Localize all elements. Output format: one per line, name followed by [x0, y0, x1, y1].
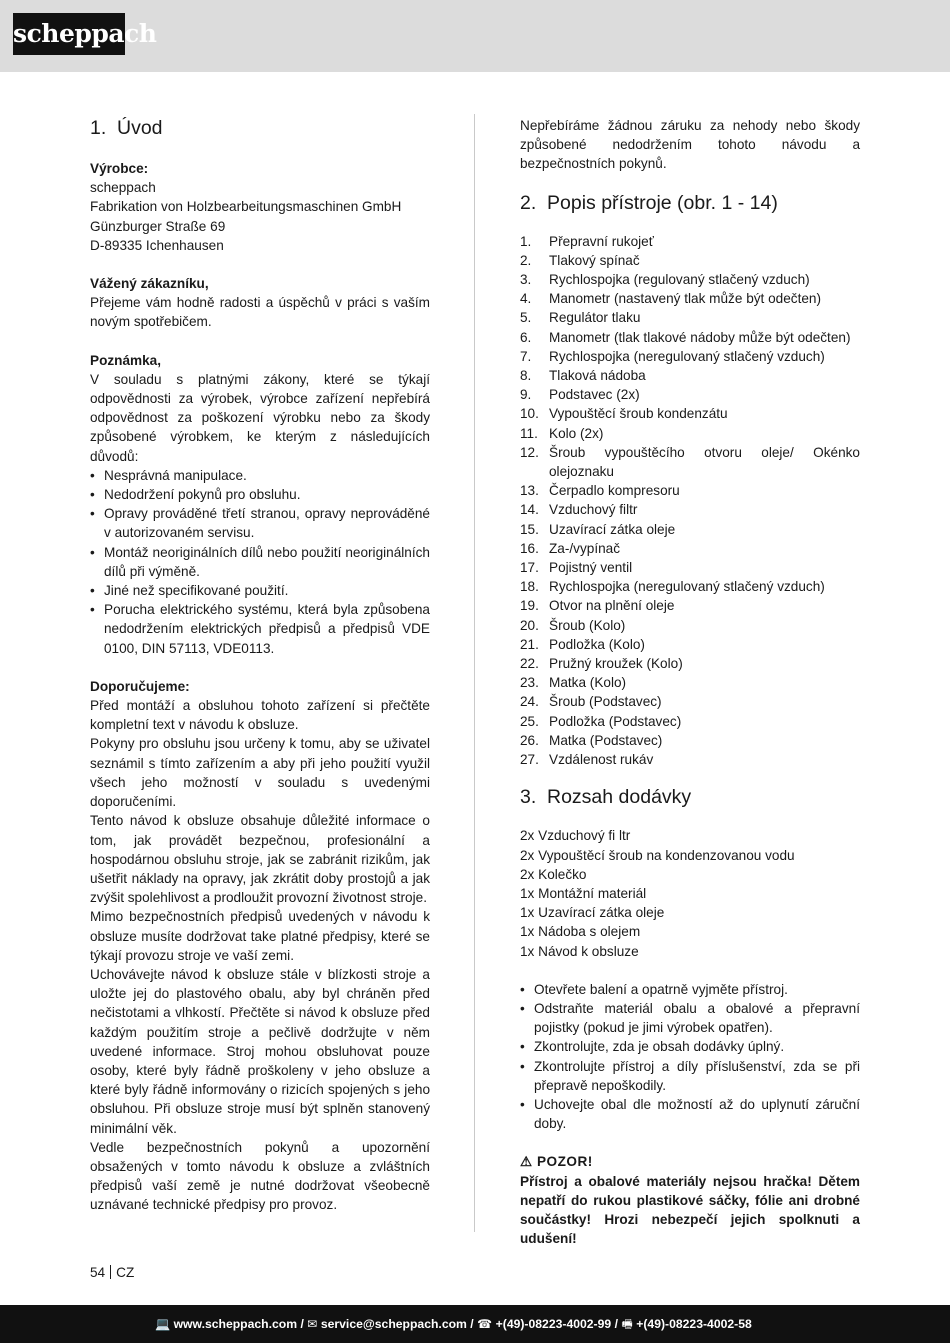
mail-icon: ✉	[307, 1317, 318, 1331]
item-label: Pružný kroužek (Kolo)	[549, 656, 683, 672]
right-column	[520, 116, 860, 1248]
item-label: Podložka (Kolo)	[549, 636, 645, 652]
list-item: • Otevřete balení a opatrně vyjměte přístroj.	[520, 980, 860, 999]
contents-item: 1x Montážní materiál	[520, 885, 647, 901]
list-item: • Opravy prováděné třetí stranou, opravy neprováděné v autorizovaném servisu.	[90, 504, 430, 542]
item-number: 22.	[520, 656, 539, 672]
item-label: Čerpadlo kompresoru	[549, 483, 680, 499]
section-2-heading: 2. Popis přístroje (obr. 1 - 14)	[520, 191, 778, 214]
item-label: Rychlospojka (neregulovaný stlačený vzduch)	[549, 579, 825, 595]
item-label: Šroub (Podstavec)	[549, 694, 662, 710]
paragraph: Tento návod k obsluze obsahuje důležité informace o tom, jak provádět bezpečnou, profesionální a hospodárnou obsluhu stroje, jak se zabránit rizikům, jak ušetřit náklady na opravy, jak zkrátit doby prostojů a jak zvýšit spolehlivost a prodloužit provozní životnost stroje.	[90, 813, 430, 906]
manufacturer-line: D-89335 Ichenhausen	[90, 237, 224, 253]
manufacturer-line: Günzburger Straße 69	[90, 218, 226, 234]
item-number: 27.	[520, 752, 539, 768]
parts-list-item	[520, 424, 860, 443]
list-item: • Jiné než specifikované použití.	[90, 581, 430, 600]
note-label: Poznámka,	[90, 352, 162, 368]
parts-list-item	[520, 289, 860, 308]
parts-list-item	[520, 520, 860, 539]
parts-list-item	[520, 500, 860, 519]
item-number: 15.	[520, 521, 539, 537]
paragraph: Mimo bezpečnostních předpisů uvedených v návodu k obsluze musíte dodržovat take platné předpisy, které se týkají provozu stroje ve vaší zemi.	[90, 909, 430, 963]
phone-number: +(49)-08223-4002-99	[495, 1317, 612, 1331]
item-number: 6.	[520, 329, 532, 345]
item-label: Za-/vypínač	[549, 540, 621, 556]
parts-list	[520, 232, 860, 770]
item-label: Šroub vypouštěcího otvoru oleje/ Okénko olejoznaku	[549, 444, 860, 480]
parts-list-item	[520, 270, 860, 289]
item-label: Regulátor tlaku	[549, 310, 641, 326]
note-text: V souladu s platnými zákony, které se týkají odpovědnosti za výrobek, výrobce zařízení nepřebírá odpovědnost za poškození výrobku nebo za škody způsobené výrobkem, ke kterým z následujících důvodů:	[90, 371, 430, 464]
item-number: 25.	[520, 713, 539, 729]
item-number: 19.	[520, 598, 539, 614]
paragraph: Pokyny pro obsluhu jsou určeny k tomu, aby se uživatel seznámil s tímto zařízením a aby při jeho použití využil všech jeho možností v souladu s uvedenými doporučeními.	[90, 736, 430, 810]
list-item: • Montáž neoriginálních dílů nebo použití neoriginálních dílů při výměně.	[90, 543, 430, 581]
column-divider	[474, 114, 475, 1232]
item-number: 26.	[520, 732, 539, 748]
recommend-label: Doporučujeme:	[90, 678, 190, 694]
parts-list-item	[520, 366, 860, 385]
greeting-label: Vážený zákazníku,	[90, 276, 209, 292]
manufacturer-line: Fabrikation von Holzbearbeitungsmaschinen GmbH	[90, 199, 402, 215]
unpacking-bullet-list	[520, 980, 860, 1134]
parts-list-item	[520, 731, 860, 750]
footer-bar: 💻 www.scheppach.com / ✉ service@scheppach.com / ☎ +(49)-08223-4002-99 / 🖷 +(49)-08223-4002-58	[0, 1305, 950, 1343]
item-label: Vzdálenost rukáv	[549, 752, 654, 768]
parts-list-item	[520, 577, 860, 596]
parts-list-item	[520, 308, 860, 327]
item-label: Tlakový spínač	[549, 252, 640, 268]
list-item: • Nesprávná manipulace.	[90, 466, 430, 485]
item-label: Podložka (Podstavec)	[549, 713, 682, 729]
parts-list-item	[520, 692, 860, 711]
item-number: 2.	[520, 252, 532, 268]
item-label: Uzavírací zátka oleje	[549, 521, 676, 537]
item-label: Vypouštěcí šroub kondenzátu	[549, 406, 728, 422]
item-number: 8.	[520, 368, 532, 384]
item-number: 24.	[520, 694, 539, 710]
item-label: Vzduchový filtr	[549, 502, 638, 518]
item-number: 17.	[520, 560, 539, 576]
item-label: Rychlospojka (regulovaný stlačený vzduch)	[549, 272, 810, 288]
parts-list-item	[520, 385, 860, 404]
item-label: Šroub (Kolo)	[549, 617, 626, 633]
parts-list-item	[520, 328, 860, 347]
warning-text: Přístroj a obalové materiály nejsou hračka! Dětem nepatří do rukou plastikové sáčky, fólie ani drobné součástky! Hrozi nebezpečí jejich spolknuti a udušení!	[520, 1173, 860, 1247]
paragraph: Před montáží a obsluhou tohoto zařízení si přečtěte kompletní text v návodu k obsluze.	[90, 698, 430, 733]
fax-number: +(49)-08223-4002-58	[636, 1317, 752, 1331]
list-item: • Nedodržení pokynů pro obsluhu.	[90, 485, 430, 504]
parts-list-item	[520, 404, 860, 423]
computer-icon: 💻	[155, 1317, 171, 1331]
section-3-heading: 3. Rozsah dodávky	[520, 786, 692, 809]
manufacturer-line: scheppach	[90, 180, 156, 196]
item-number: 10.	[520, 406, 539, 422]
item-label: Podstavec (2x)	[549, 387, 640, 403]
list-item: • Zkontrolujte přístroj a díly příslušenství, zda se při přepravě nepoškodily.	[520, 1057, 860, 1095]
item-number: 13.	[520, 483, 539, 499]
parts-list-item	[520, 673, 860, 692]
section-1-heading: 1. Úvod	[90, 117, 163, 139]
item-number: 7.	[520, 348, 532, 364]
email-link[interactable]: service@scheppach.com	[320, 1317, 467, 1331]
parts-list-item	[520, 596, 860, 615]
item-label: Matka (Kolo)	[549, 675, 627, 691]
item-number: 3.	[520, 272, 532, 288]
item-number: 4.	[520, 291, 532, 307]
warning-triangle-icon: ⚠	[520, 1154, 533, 1170]
warning-heading: ⚠ POZOR!	[520, 1154, 593, 1170]
contents-item: 1x Návod k obsluze	[520, 943, 639, 959]
scheppach-logo: scheppach	[13, 13, 125, 55]
parts-list-item	[520, 750, 860, 769]
phone-icon: ☎	[477, 1317, 493, 1331]
header-bar	[0, 0, 950, 72]
list-item: • Porucha elektrického systému, která byla způsobena nedodržením elektrických předpisů a předpisů VDE 0100, DIN 57113, VDE0113.	[90, 600, 430, 658]
fax-icon: 🖷	[621, 1317, 633, 1331]
contents-item: 1x Nádoba s olejem	[520, 924, 641, 940]
paragraph: Uchovávejte návod k obsluze stále v blízkosti stroje a uložte jej do plastového obalu, aby byl chráněn před nečistotami a vlhkostí. Přečtěte si návod k obsluze před každým použitím stroje a pečlivě dodržujte v něm uvedené informace. Stroj mohou obsluhovat pouze osoby, které byly řádně proškoleny v jeho obsluze a které byly řádně informovány o rizicích spojených s jeho obsluhou. Při obsluze stroje musí být splněn stanovený minimální věk.	[90, 966, 430, 1136]
parts-list-item	[520, 635, 860, 654]
item-label: Matka (Podstavec)	[549, 732, 663, 748]
left-column	[90, 116, 430, 1215]
item-number: 23.	[520, 675, 539, 691]
item-label: Manometr (tlak tlakové nádoby může být odečten)	[549, 329, 851, 345]
page-number: 54 CZ	[90, 1265, 135, 1280]
list-item: • Uchovejte obal dle možností až do uplynutí záruční doby.	[520, 1095, 860, 1133]
item-label: Kolo (2x)	[549, 425, 604, 441]
manufacturer-label: Výrobce:	[90, 161, 149, 176]
list-item: • Zkontrolujte, zda je obsah dodávky úplný.	[520, 1037, 860, 1056]
liability-text: Nepřebíráme žádnou záruku za nehody nebo škody způsobené nedodržením tohoto návodu a bezpečnostních pokynů.	[520, 118, 860, 172]
contents-item: 1x Uzavírací zátka oleje	[520, 905, 665, 921]
item-number: 14.	[520, 502, 539, 518]
item-number: 20.	[520, 617, 539, 633]
paragraph: Vedle bezpečnostních pokynů a upozornění obsažených v tomto návodu k obsluze a zvláštních předpisů vaší země je nutné dodržovat všeobecně uznávané technické předpisy pro provoz.	[90, 1139, 430, 1213]
parts-list-item	[520, 251, 860, 270]
parts-list-item	[520, 232, 860, 251]
item-label: Tlaková nádoba	[549, 368, 646, 384]
parts-list-item	[520, 443, 860, 481]
list-item: • Odstraňte materiál obalu a obalové a přepravní pojistky (pokud je jimi výrobek opatřen).	[520, 999, 860, 1037]
contents-item: 2x Kolečko	[520, 866, 587, 882]
parts-list-item	[520, 654, 860, 673]
item-number: 5.	[520, 310, 532, 326]
item-label: Přepravní rukojeť	[549, 233, 654, 249]
item-number: 9.	[520, 387, 532, 403]
item-number: 1.	[520, 233, 532, 249]
note-bullet-list	[90, 466, 430, 658]
item-number: 18.	[520, 579, 539, 595]
website-link[interactable]: www.scheppach.com	[173, 1317, 298, 1331]
item-label: Manometr (nastavený tlak může být odečten)	[549, 291, 822, 307]
item-number: 16.	[520, 540, 539, 556]
item-label: Pojistný ventil	[549, 560, 633, 576]
contents-item: 2x Vypouštěcí šroub na kondenzovanou vodu	[520, 847, 795, 863]
parts-list-item	[520, 712, 860, 731]
item-number: 12.	[520, 444, 539, 460]
parts-list-item	[520, 616, 860, 635]
parts-list-item	[520, 558, 860, 577]
greeting-text: Přejeme vám hodně radosti a úspěchů v práci s vaším novým spotřebičem.	[90, 295, 430, 330]
contents-item: 2x Vzduchový fi ltr	[520, 828, 631, 844]
item-number: 21.	[520, 636, 539, 652]
parts-list-item	[520, 481, 860, 500]
item-number: 11.	[520, 425, 538, 441]
parts-list-item	[520, 347, 860, 366]
item-label: Rychlospojka (neregulovaný stlačený vzduch)	[549, 348, 825, 364]
parts-list-item	[520, 539, 860, 558]
item-label: Otvor na plnění oleje	[549, 598, 675, 614]
